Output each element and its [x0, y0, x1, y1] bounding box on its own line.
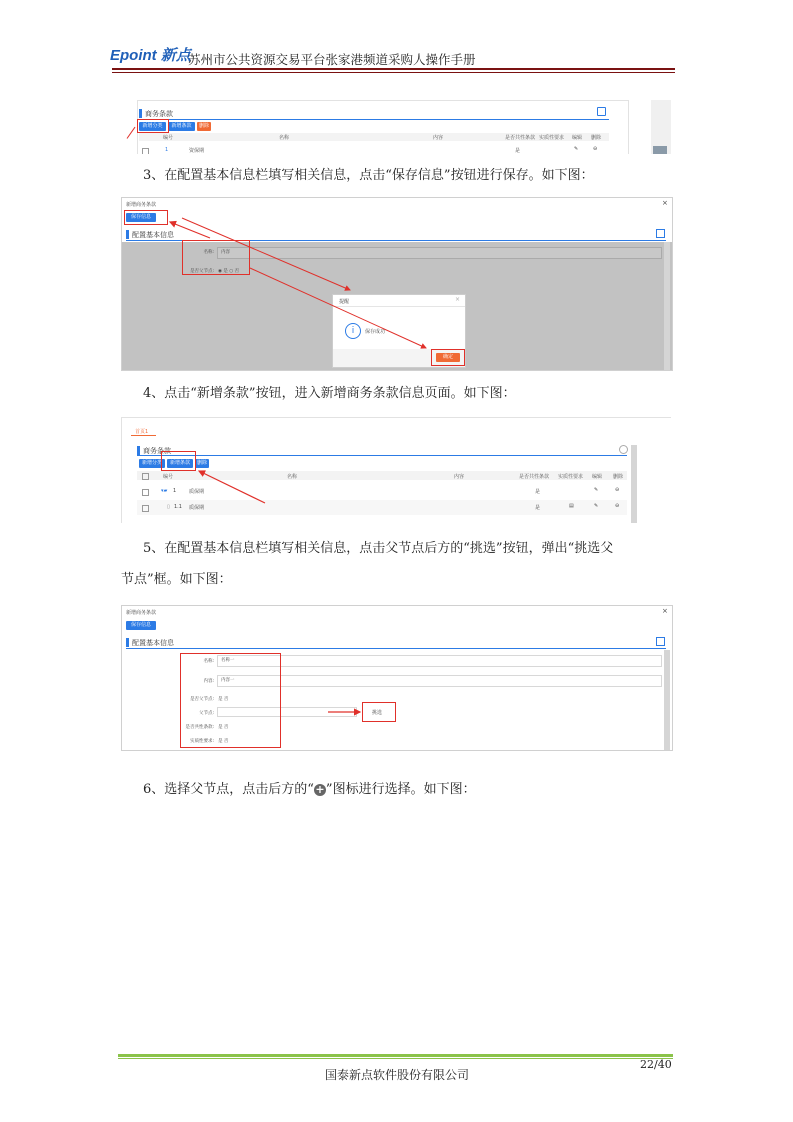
highlight-box — [137, 119, 169, 133]
common-radio[interactable]: 是 否 — [218, 725, 229, 730]
row-id: 1.1 — [174, 504, 182, 510]
add-category-button[interactable]: 新增分类 — [139, 122, 166, 131]
delete-icon[interactable]: ⊖ — [615, 503, 620, 509]
footer-rule — [118, 1054, 673, 1057]
row-name: 质保期 — [189, 505, 205, 511]
row-id: 1 — [165, 147, 169, 153]
scroll-thumb[interactable] — [653, 146, 667, 154]
close-icon[interactable]: × — [662, 607, 668, 615]
screenshot-business-terms — [121, 100, 671, 154]
section-title: 配置基本信息 — [132, 639, 174, 647]
is-parent-label: 是否父节点: — [189, 697, 214, 702]
col-content: 内容 — [433, 135, 444, 141]
header-rule — [112, 68, 675, 70]
substantive-icon: ▤ — [569, 503, 574, 509]
col-substantive: 实质性要求 — [558, 474, 584, 480]
col-delete: 删除 — [591, 135, 602, 141]
annotation-arrows — [122, 198, 672, 370]
scrollbar[interactable] — [664, 242, 670, 370]
add-category-button[interactable]: 新增分类 — [139, 459, 165, 468]
name-value: 内容 — [221, 250, 230, 255]
step-3-text: 3、在配置基本信息栏填写相关信息，点击“保存信息”按钮进行保存。如下图： — [143, 168, 594, 183]
company-name: 国泰新点软件股份有限公司 — [325, 1068, 470, 1082]
step-5-text-2: 节点”框。如下图： — [121, 572, 232, 587]
screenshot-pick-parent — [121, 605, 673, 751]
section-bar — [139, 109, 142, 118]
folder-icon: ▾▰ — [161, 488, 168, 494]
substantive-label: 实质性要求: — [189, 739, 214, 744]
edit-icon[interactable]: ✎ — [574, 146, 579, 152]
row-common: 是 — [535, 489, 541, 495]
col-common: 是否共性条款 — [505, 135, 536, 141]
collapse-icon[interactable] — [597, 107, 606, 116]
screenshot-add-term — [121, 417, 671, 523]
row-name: 质保期 — [189, 489, 205, 495]
parent-label: 是否父节点: — [189, 269, 214, 274]
common-label: 是否共性条款: — [185, 725, 214, 730]
col-name: 名称 — [279, 135, 290, 141]
col-substantive: 实质性要求 — [539, 135, 565, 141]
dialog-close-icon[interactable]: × — [455, 296, 461, 303]
dialog-ok-button[interactable]: 确定 — [436, 353, 460, 362]
divider — [139, 119, 609, 120]
delete-button[interactable]: 删除 — [196, 460, 207, 466]
dialog-title: 提醒 — [339, 299, 350, 305]
col-delete: 删除 — [613, 474, 624, 480]
info-icon: i — [345, 323, 361, 339]
window-title: 新增商务条款 — [126, 610, 157, 616]
edit-icon[interactable]: ✎ — [594, 503, 599, 509]
scrollbar[interactable] — [664, 650, 670, 750]
delete-button[interactable]: 删除 — [198, 123, 209, 129]
opt-yes: 是 — [223, 269, 228, 274]
step-5-text-1: 5、在配置基本信息栏填写相关信息，点击父节点后方的“挑选”按钮，弹出“挑选父 — [143, 541, 614, 556]
edit-icon[interactable]: ✎ — [594, 487, 599, 493]
content-value: 内容一 — [221, 678, 235, 683]
annotation-arrow — [122, 606, 672, 750]
page-number: 22/40 — [640, 1058, 672, 1071]
is-parent-radio[interactable]: 是 否 — [218, 697, 229, 702]
opt-no: 否 — [234, 269, 240, 274]
save-info-button[interactable]: 保存信息 — [126, 621, 156, 630]
header-title: 苏州市公共资源交易平台张家港频道采购人操作手册 — [188, 52, 476, 67]
col-edit: 编辑 — [572, 135, 583, 141]
step-6-suffix: ”图标进行选择。如下图： — [325, 782, 476, 797]
parent-node-label: 父节点: — [198, 711, 214, 716]
footer-rule-thin — [118, 1058, 673, 1059]
row-id: 1 — [173, 488, 177, 494]
annotation-arrow — [121, 417, 671, 523]
parent-options[interactable]: ◉ 是 ○ 否 — [218, 269, 240, 274]
row-common: 是 — [515, 148, 521, 154]
step-6-text — [143, 779, 476, 800]
add-term-button[interactable]: 新增条款 — [168, 122, 195, 131]
dialog-message: 保存成功 — [365, 329, 386, 335]
section-title: 商务条款 — [145, 110, 173, 118]
content-label: 内容: — [203, 679, 214, 684]
name-value: 名称一 — [221, 658, 235, 663]
plus-icon: + — [315, 783, 325, 796]
save-info-button[interactable]: 保存信息 — [126, 213, 156, 222]
screenshot-save-info — [121, 197, 673, 371]
step-6-prefix: 6、选择父节点，点击后方的“ — [143, 782, 314, 797]
pick-button[interactable]: 挑选 — [372, 710, 383, 716]
col-content: 内容 — [454, 474, 465, 480]
row-checkbox[interactable] — [142, 148, 149, 154]
substantive-radio[interactable]: 是 否 — [218, 739, 229, 744]
section-title: 配置基本信息 — [132, 231, 174, 239]
name-label: 名称: — [203, 659, 214, 664]
row-name: 资保期 — [189, 148, 205, 154]
col-common: 是否共性条款 — [519, 474, 550, 480]
name-label: 名称: — [203, 250, 214, 255]
window-title: 新增商务条款 — [126, 202, 157, 208]
file-icon: ▯ — [167, 504, 170, 510]
col-edit: 编辑 — [592, 474, 603, 480]
scrollbar[interactable] — [631, 445, 637, 523]
epoint-logo: Epoint 新点 — [110, 47, 191, 64]
header-rule-thin — [112, 72, 675, 73]
arrow-line — [127, 127, 136, 139]
section-title: 商务条款 — [143, 447, 171, 455]
row-common: 是 — [535, 505, 541, 511]
col-id: 编号 — [163, 135, 174, 141]
delete-icon[interactable]: ⊖ — [615, 487, 620, 493]
col-name: 名称 — [287, 474, 298, 480]
col-id: 编号 — [163, 474, 174, 480]
close-icon[interactable]: × — [662, 199, 668, 207]
delete-icon[interactable]: ⊖ — [593, 146, 598, 152]
step-4-text: 4、点击“新增条款”按钮，进入新增商务条款信息页面。如下图： — [143, 386, 516, 401]
tab-home[interactable]: 首页1 — [135, 429, 149, 435]
add-term-button[interactable]: 新增条款 — [167, 459, 193, 468]
